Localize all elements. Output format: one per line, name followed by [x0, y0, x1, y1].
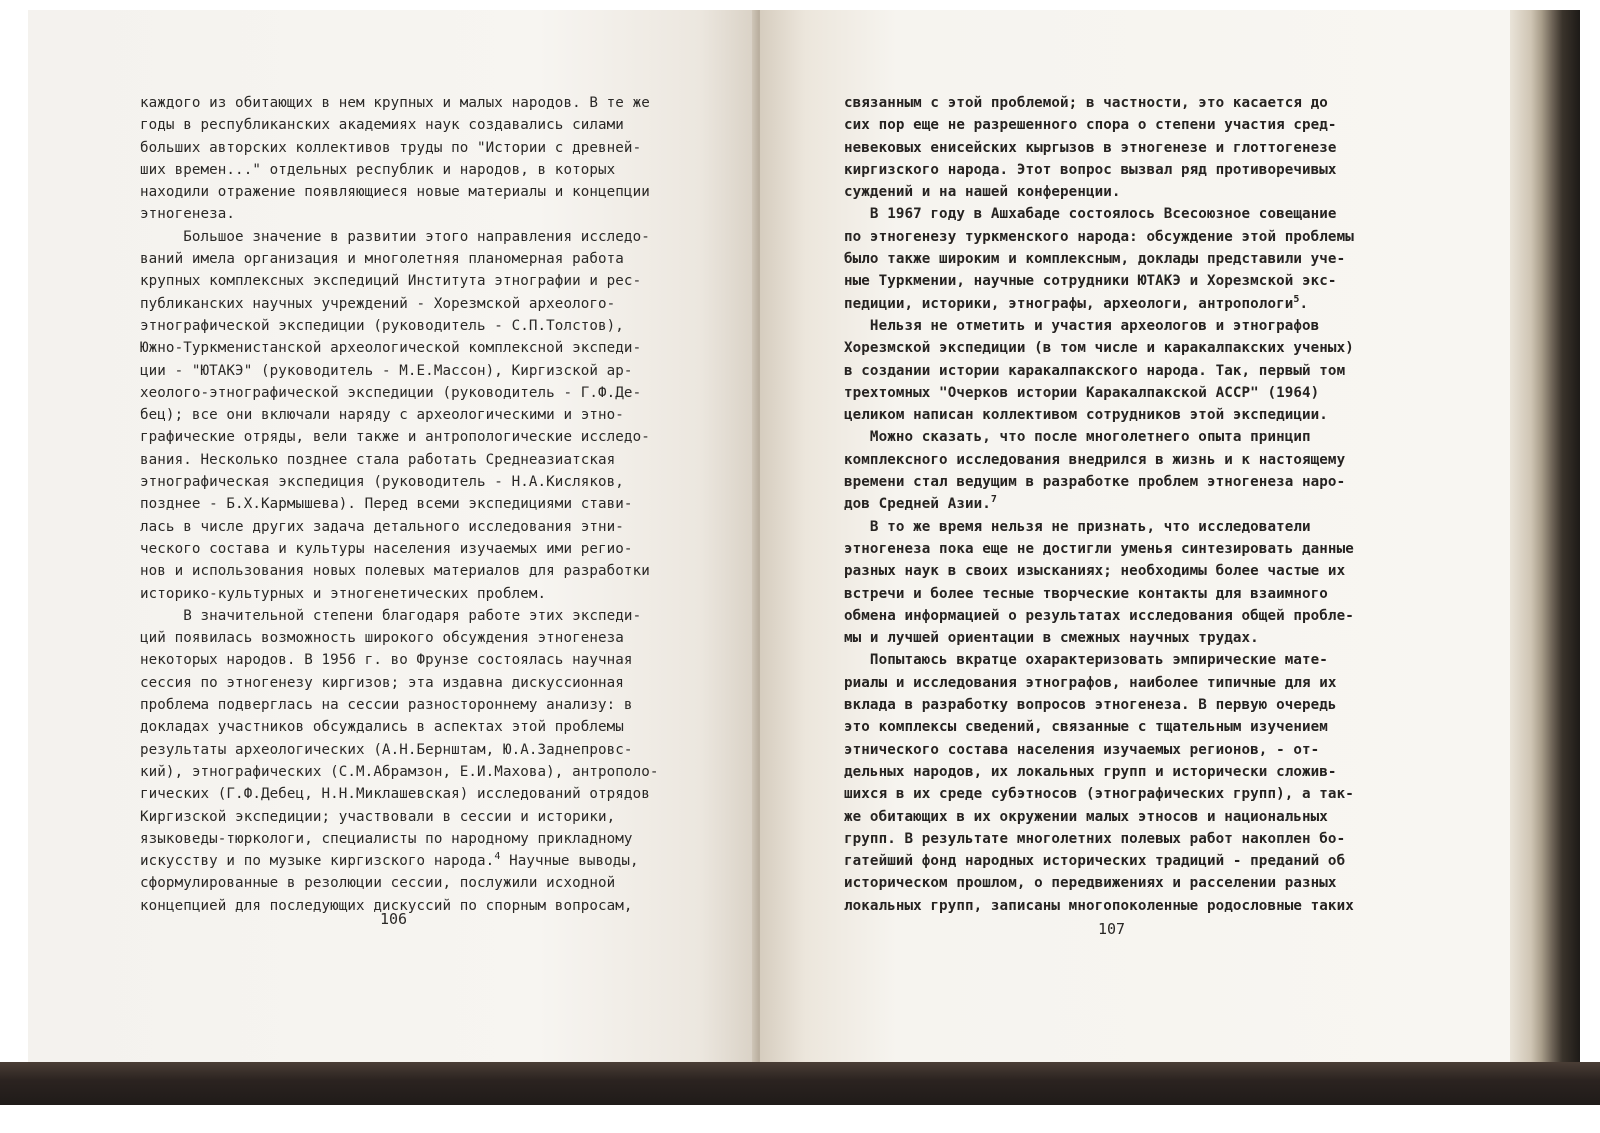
left-page-line — [140, 649, 659, 671]
left-page-line — [140, 850, 659, 872]
right-page-line — [844, 248, 1354, 270]
left-page-line — [140, 426, 659, 448]
left-page-line — [140, 137, 659, 159]
left-page-line-text: публиканских научных учреждений - Хорезмской археолого- — [140, 295, 616, 312]
left-page-line-text: этногенеза. — [140, 206, 236, 223]
right-page-line-text: это комплексы сведений, связанные с тщательным изучением — [844, 719, 1328, 736]
left-page-line-text: сессия по этногенезу киргизов; эта издавна дискуссионная — [140, 674, 624, 691]
left-page-line — [140, 360, 659, 382]
right-page-line — [844, 449, 1354, 471]
left-page-line — [140, 806, 659, 828]
left-page-line — [140, 293, 659, 315]
right-page-line-text: этнического состава населения изучаемых регионов, - от- — [844, 741, 1320, 758]
bottom-margin — [0, 1105, 1600, 1133]
left-page-line — [140, 672, 659, 694]
right-page-line — [844, 694, 1354, 716]
right-page-line-text: времени стал ведущим в разработке проблем этногенеза наро- — [844, 474, 1346, 491]
right-page-line-text: суждений и на нашей конференции. — [844, 184, 1121, 201]
right-page-line — [844, 315, 1354, 337]
right-page-line — [844, 293, 1354, 315]
right-page-line — [844, 404, 1354, 426]
left-page-line-text: Киргизской экспедиции; участвовали в сессии и историки, — [140, 808, 616, 825]
right-page-line — [844, 159, 1354, 181]
left-page-line — [140, 560, 659, 582]
right-page-line-text: локальных групп, записаны многопоколенные родословные таких — [844, 897, 1354, 914]
footnote-marker: 4 — [494, 851, 501, 863]
left-page-line-text: В значительной степени благодаря работе этих экспеди- — [140, 607, 642, 624]
left-page-line — [140, 739, 659, 761]
left-page-line-text: докладах участников обсуждались в аспектах этой проблемы — [140, 719, 624, 736]
page-number-left: 106 — [380, 910, 408, 928]
left-page-line-text: лась в числе других задача детального исследования этни- — [140, 518, 624, 535]
right-page-line-text: же обитающих в их окружении малых этносов и национальных — [844, 808, 1328, 825]
right-page-line-text: Нельзя не отметить и участия археологов и этнографов — [844, 317, 1320, 334]
left-page-line — [140, 226, 659, 248]
right-page-line-text: разных наук в своих изысканиях; необходимы более частые их — [844, 563, 1346, 580]
right-page-line — [844, 716, 1354, 738]
right-page-line-text: обмена информацией о результатах исследования общей пробле- — [844, 607, 1354, 624]
right-page-line-text: педиции, историки, этнографы, археологи, антропологи — [844, 295, 1294, 312]
right-page-line-text: групп. В результате многолетних полевых работ накоплен бо- — [844, 830, 1346, 847]
left-page-line-text: бец); все они включали наряду с археологическими и этно- — [140, 407, 624, 424]
right-page-line-text: дов Средней Азии. — [844, 496, 991, 513]
left-page-line — [140, 872, 659, 894]
footnote-marker: 5 — [1293, 293, 1300, 305]
footnote-marker: 7 — [990, 494, 998, 506]
left-page-line-text: этнографической экспедиции (руководитель - С.П.Толстов), — [140, 317, 624, 334]
right-page-line — [844, 560, 1354, 582]
right-page-line-text: по этногенезу туркменского народа: обсуждение этой проблемы — [844, 228, 1354, 245]
right-page-line — [844, 360, 1354, 382]
right-page-line — [844, 895, 1354, 917]
right-page-line-text: этногенеза пока еще не достигли уменья синтезировать данные — [844, 540, 1354, 557]
right-page-line-text: сих пор еще не разрешенного спора о степени участия сред- — [844, 117, 1337, 134]
right-page-line-text: было также широким и комплексным, доклады представили уче- — [844, 251, 1346, 268]
right-page-line — [844, 92, 1354, 114]
left-page-line-text: искусству и по музыке киргизского народа. — [140, 853, 495, 870]
right-page-line — [844, 538, 1354, 560]
left-page-line — [140, 382, 659, 404]
right-page-line — [844, 471, 1354, 493]
right-page-line-text: В 1967 году в Ашхабаде состоялось Всесоюзное совещание — [844, 206, 1337, 223]
left-page-line-text: вания. Несколько позднее стала работать Среднеазиатская — [140, 451, 616, 468]
right-page-line-text: дельных народов, их локальных групп и исторически сложив- — [844, 763, 1337, 780]
right-page-line — [844, 114, 1354, 136]
left-page-line — [140, 516, 659, 538]
left-page-line-text: Большое значение в развитии этого направления исследо- — [140, 228, 650, 245]
left-page-line-text: ций появилась возможность широкого обсуждения этногенеза — [140, 630, 624, 647]
left-page-line-text: ческого состава и культуры населения изучаемых ими регио- — [140, 540, 633, 557]
right-page-line-text: комплексного исследования внедрился в жизнь и к настоящему — [844, 451, 1346, 468]
right-page-line-text: риалы и исследования этнографов, наиболее типичные для их — [844, 674, 1337, 691]
right-page-line-text: Можно сказать, что после многолетнего опыта принцип — [844, 429, 1311, 446]
right-page-line — [844, 783, 1354, 805]
left-page-line-text: результаты археологических (А.Н.Бернштам, Ю.А.Заднепровс- — [140, 741, 633, 758]
left-page-line — [140, 761, 659, 783]
left-page-line-text: языковеды-тюркологи, специалисты по народному прикладному — [140, 830, 633, 847]
bottom-shadow — [0, 1062, 1600, 1108]
left-page-line — [140, 694, 659, 716]
right-page-line-text: Попытаюсь вкратце охарактеризовать эмпирические мате- — [844, 652, 1328, 669]
right-page-line — [844, 137, 1354, 159]
left-page-line — [140, 337, 659, 359]
left-page-line — [140, 605, 659, 627]
left-page-line — [140, 114, 659, 136]
left-page-line-text: больших авторских коллективов труды по "Истории с древней- — [140, 139, 642, 156]
right-page-line — [844, 739, 1354, 761]
right-page-line-text: невековых енисейских кыргызов в этногенезе и глоттогенезе — [844, 139, 1337, 156]
right-page-line — [844, 872, 1354, 894]
left-page-line — [140, 315, 659, 337]
left-page-line-text: каждого из обитающих в нем крупных и малых народов. В те же — [140, 95, 650, 111]
right-page-line-text: вклада в разработку вопросов этногенеза. В первую очередь — [844, 697, 1337, 714]
left-page-line-text: нов и использования новых полевых материалов для разработки — [140, 563, 650, 580]
right-page-line-text: киргизского народа. Этот вопрос вызвал ряд противоречивых — [844, 161, 1337, 178]
left-page-line — [140, 627, 659, 649]
left-page-line — [140, 471, 659, 493]
right-page-line — [844, 649, 1354, 671]
right-page-line — [844, 850, 1354, 872]
right-page-line-text: встречи и более тесные творческие контакты для взаимного — [844, 585, 1328, 602]
left-page-line — [140, 270, 659, 292]
left-page-line — [140, 538, 659, 560]
left-page-line-text: концепцией для последующих дискуссий по спорным вопросам, — [140, 897, 633, 914]
right-page-line-text: В то же время нельзя не признать, что исследователи — [844, 518, 1311, 535]
left-page-line — [140, 159, 659, 181]
right-page-line — [844, 605, 1354, 627]
left-page-line-text: гических (Г.Ф.Дебец, Н.Н.Миклашевская) исследований отрядов — [140, 786, 650, 803]
left-page-line — [140, 92, 659, 114]
left-page-line-text: историко-культурных и этногенетических проблем. — [140, 585, 547, 602]
left-page-line — [140, 449, 659, 471]
left-page-line-text: кий), этнографических (С.М.Абрамзон, Е.И.Махова), антрополо- — [140, 763, 659, 780]
left-page-line — [140, 404, 659, 426]
left-page-line-text: ших времен..." отдельных республик и народов, в которых — [140, 161, 616, 178]
left-page-line-text: этнографическая экспедиция (руководитель - Н.А.Кисляков, — [140, 474, 624, 491]
page-number-right: 107 — [1098, 920, 1126, 938]
left-page-line — [140, 783, 659, 805]
right-page-line — [844, 426, 1354, 448]
left-page-line-text: сформулированные в резолюции сессии, послужили исходной — [140, 875, 616, 892]
left-page-line — [140, 828, 659, 850]
right-page-line-text: ные Туркмении, научные сотрудники ЮТАКЭ и Хорезмской экс- — [844, 273, 1337, 290]
left-page-line-text: находили отражение появляющиеся новые материалы и концепции — [140, 184, 650, 201]
page-edges — [1510, 10, 1580, 1078]
right-page-line-text: Хорезмской экспедиции (в том числе и каракалпакских ученых) — [844, 340, 1354, 357]
left-page-line-text: некоторых народов. В 1956 г. во Фрунзе состоялась научная — [140, 652, 633, 669]
left-page-line — [140, 493, 659, 515]
left-page-line — [140, 583, 659, 605]
right-page-line-text: историческом прошлом, о передвижениях и расселении разных — [844, 875, 1337, 892]
right-page-line — [844, 516, 1354, 538]
right-page-line-tail: . — [1299, 295, 1309, 312]
left-page-line — [140, 181, 659, 203]
left-page-line-text: хеолого-этнографической экспедиции (руководитель - Г.Ф.Де- — [140, 384, 642, 401]
right-page-line-text: в создании истории каракалпакского народа. Так, первый том — [844, 362, 1346, 379]
right-page-line-text: связанным с этой проблемой; в частности, это касается до — [844, 95, 1328, 111]
left-page-line-text: годы в республиканских академиях наук создавались силами — [140, 117, 624, 134]
right-page-line — [844, 806, 1354, 828]
right-page-line — [844, 828, 1354, 850]
left-page-line — [140, 203, 659, 225]
left-page-line-text: крупных комплексных экспедиций Института этнографии и рес- — [140, 273, 642, 290]
left-page-text — [140, 92, 659, 917]
left-page-line-text: ции - "ЮТАКЭ" (руководитель - М.Е.Массон), Киргизской ар- — [140, 362, 633, 379]
left-page-line-text: графические отряды, вели также и антропологические исследо- — [140, 429, 650, 446]
right-page-line — [844, 226, 1354, 248]
right-page-line-text: шихся в их среде субэтносов (этнографических групп), а так- — [844, 786, 1354, 803]
right-page-text — [844, 92, 1354, 917]
left-page-line-tail: Научные выводы, — [500, 853, 639, 870]
right-page-line-text: гатейший фонд народных исторических традиций - преданий об — [844, 853, 1346, 870]
right-page-line — [844, 181, 1354, 203]
right-page-line — [844, 203, 1354, 225]
right-page-line — [844, 382, 1354, 404]
right-page-line-text: трехтомных "Очерков истории Каракалпакской АССР" (1964) — [844, 384, 1320, 401]
left-page-line-text: проблема подверглась на сессии разностороннему анализу: в — [140, 697, 633, 714]
right-page-line — [844, 493, 1354, 515]
right-page-line — [844, 627, 1354, 649]
right-page-line-text: мы и лучшей ориентации в смежных научных трудах. — [844, 630, 1259, 647]
left-page-line — [140, 248, 659, 270]
left-page-line-text: Южно-Туркменистанской археологической комплексной экспеди- — [140, 340, 642, 357]
right-page-line — [844, 270, 1354, 292]
right-page-line — [844, 583, 1354, 605]
right-page-line — [844, 761, 1354, 783]
left-page-line-text: позднее - Б.Х.Кармышева). Перед всеми экспедициями стави- — [140, 496, 633, 513]
right-page-line-text: целиком написан коллективом сотрудников этой экспедиции. — [844, 407, 1328, 424]
right-page-line — [844, 337, 1354, 359]
left-page-line-text: ваний имела организация и многолетняя планомерная работа — [140, 251, 624, 268]
right-page-line — [844, 672, 1354, 694]
left-page-line — [140, 716, 659, 738]
